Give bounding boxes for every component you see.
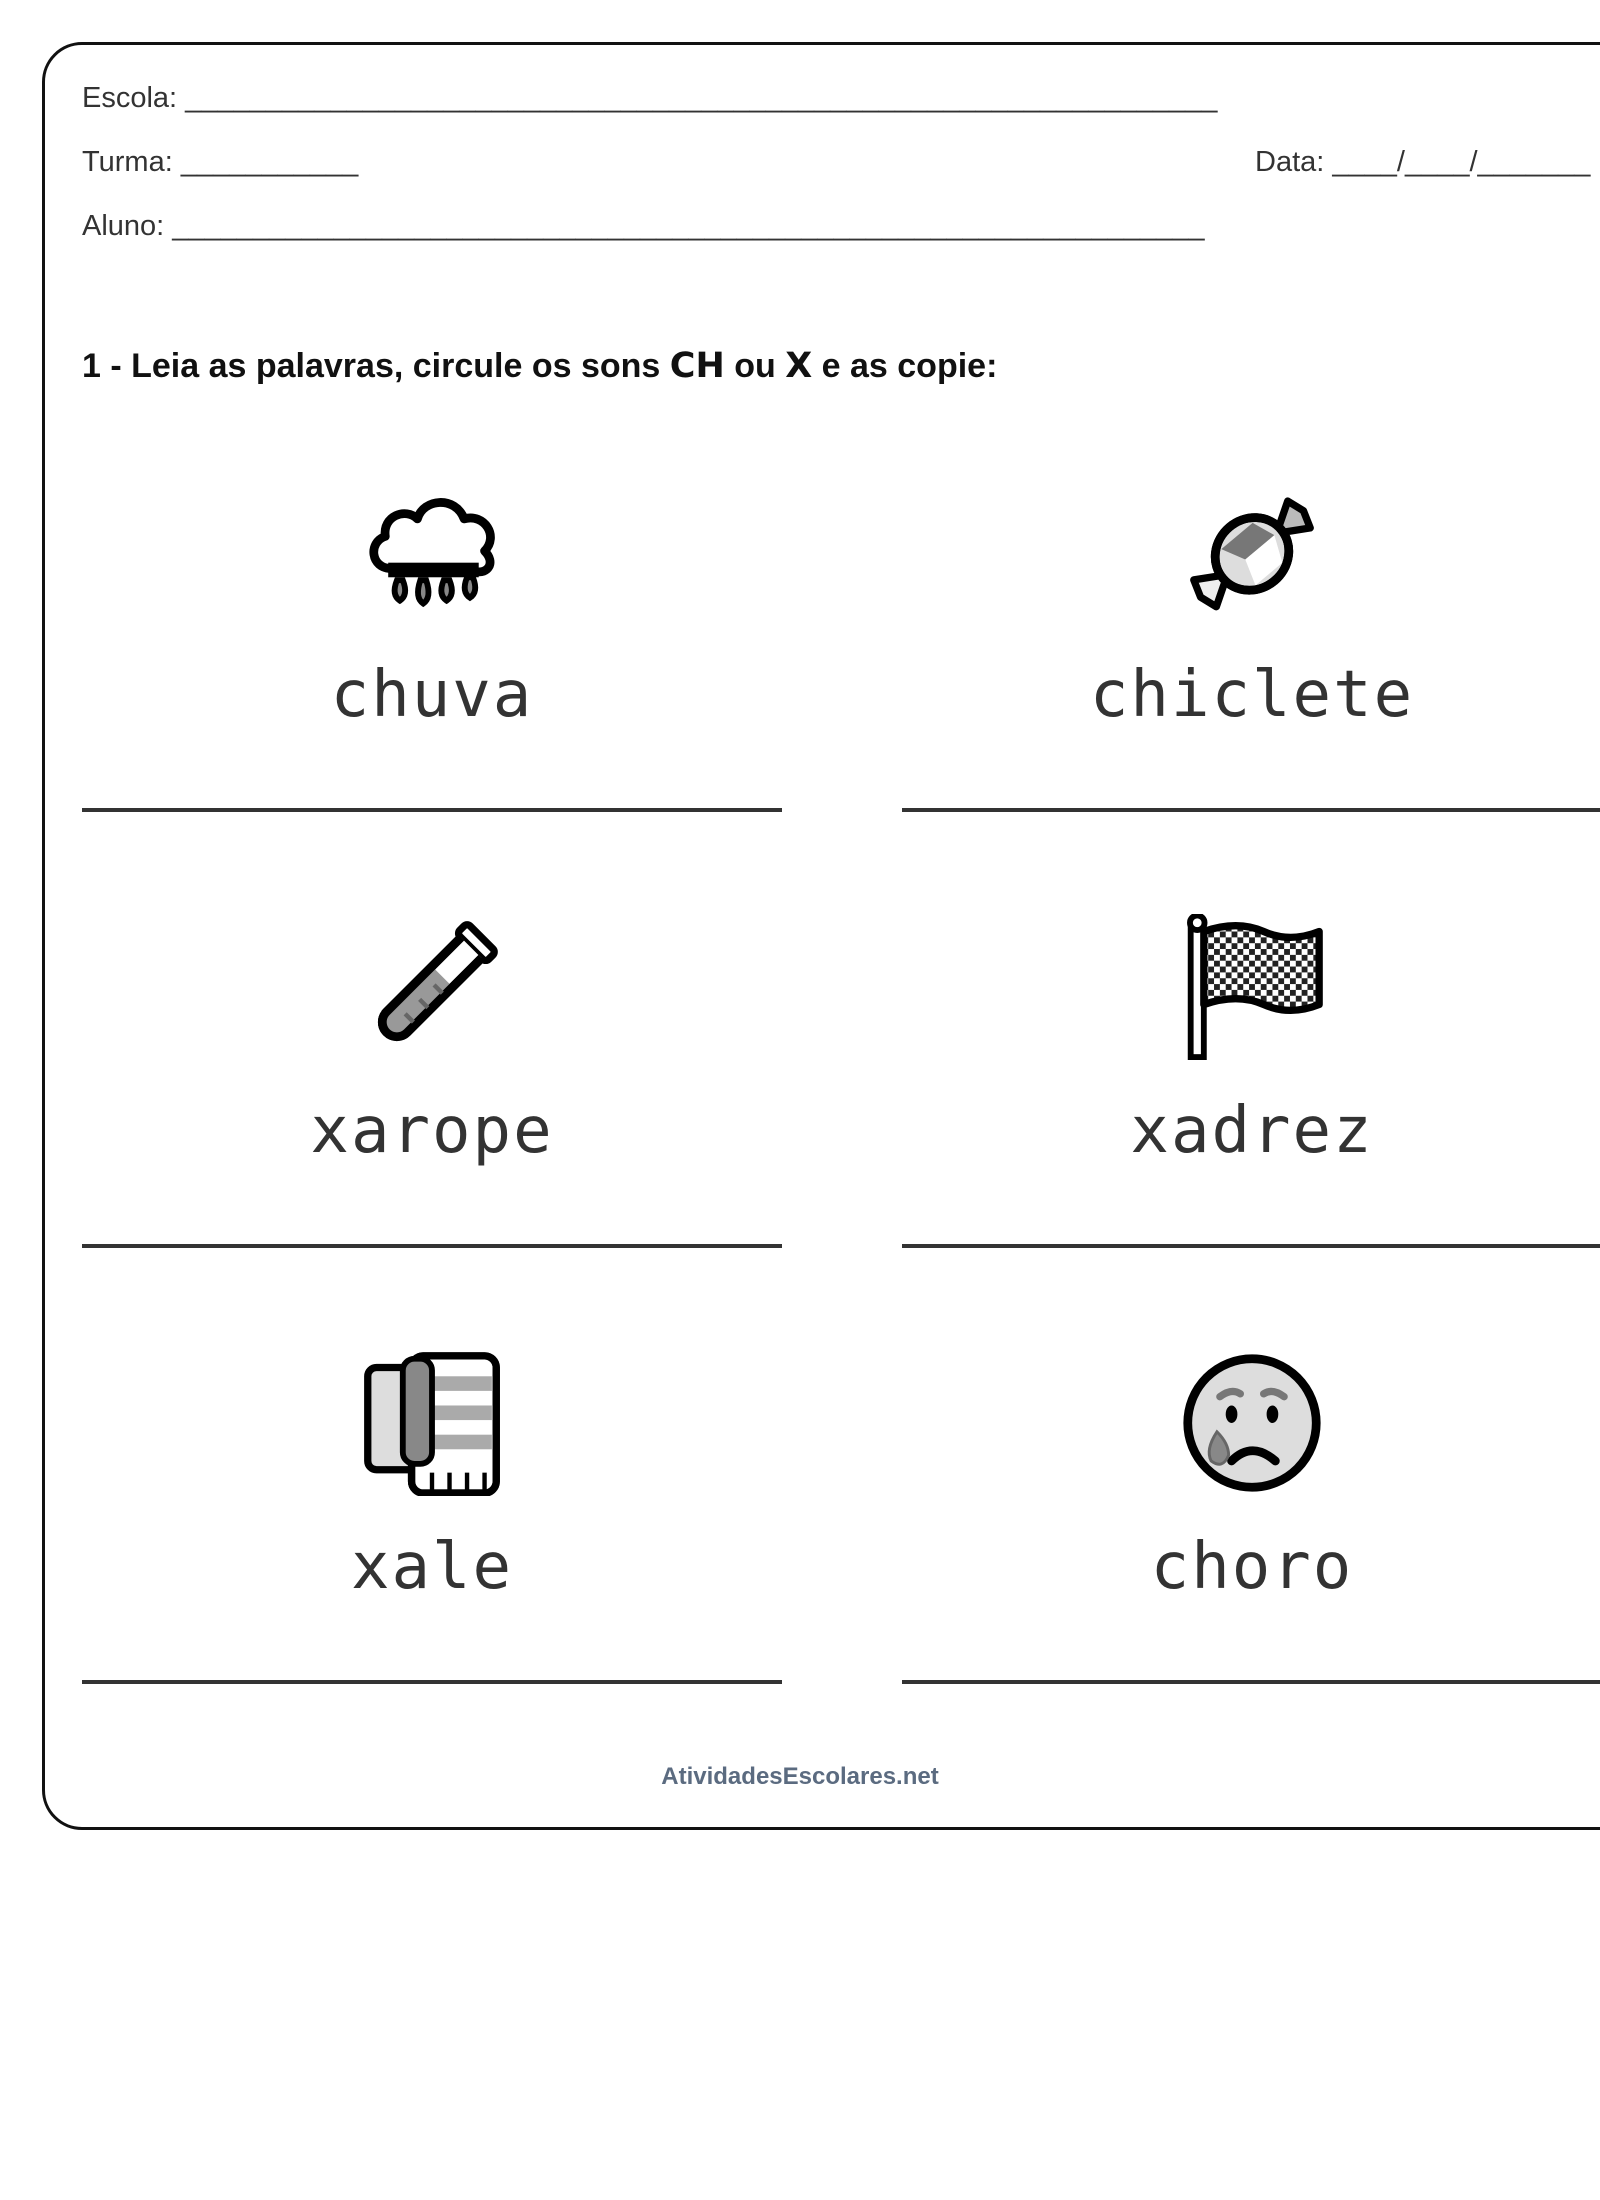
- class-label: Turma:: [82, 146, 173, 178]
- word-text: xarope: [310, 1094, 554, 1168]
- checkered-flag-icon: [1179, 914, 1325, 1060]
- copy-line[interactable]: [82, 1244, 782, 1248]
- word-item-chuva: [82, 478, 782, 878]
- word-item-xale: [82, 1350, 782, 1750]
- test-tube-icon: [359, 914, 505, 1060]
- school-blank[interactable]: ________________________________________________________________: [185, 82, 1218, 114]
- scarf-icon: [359, 1350, 505, 1496]
- school-label: Escola:: [82, 82, 178, 114]
- word-text: xadrez: [1130, 1094, 1374, 1168]
- site-credit: AtividadesEscolares.net: [661, 1763, 939, 1790]
- word-text: choro: [1150, 1530, 1354, 1604]
- word-text: chiclete: [1089, 658, 1415, 732]
- sound-ch: CH: [669, 346, 725, 386]
- date-blank[interactable]: ____/____/_______: [1332, 146, 1591, 178]
- word-item-chiclete: [902, 478, 1600, 878]
- student-blank[interactable]: ________________________________________________________________: [172, 210, 1205, 242]
- sound-x: X: [785, 346, 813, 386]
- exercise-suffix: e as copie:: [821, 347, 998, 385]
- class-field: [82, 146, 358, 179]
- cloud-rain-icon: [359, 478, 505, 624]
- copy-line[interactable]: [902, 1244, 1600, 1248]
- copy-line[interactable]: [902, 808, 1600, 812]
- word-text: xale: [350, 1530, 514, 1604]
- exercise-connector: ou: [734, 347, 776, 385]
- class-blank[interactable]: ___________: [180, 146, 359, 178]
- word-text: chuva: [330, 658, 534, 732]
- student-label: Aluno:: [82, 210, 165, 242]
- word-item-xadrez: [902, 914, 1600, 1314]
- candy-icon: [1179, 478, 1325, 624]
- exercise-title: [82, 346, 997, 386]
- student-field: [82, 210, 1205, 243]
- exercise-prefix: 1 - Leia as palavras, circule os sons: [82, 347, 661, 385]
- crying-face-icon: [1179, 1350, 1325, 1496]
- date-field: [1255, 146, 1590, 179]
- copy-line[interactable]: [82, 808, 782, 812]
- word-item-choro: [902, 1350, 1600, 1750]
- date-label: Data:: [1255, 146, 1325, 178]
- word-item-xarope: [82, 914, 782, 1314]
- school-field: [82, 82, 1217, 115]
- copy-line[interactable]: [82, 1680, 782, 1684]
- copy-line[interactable]: [902, 1680, 1600, 1684]
